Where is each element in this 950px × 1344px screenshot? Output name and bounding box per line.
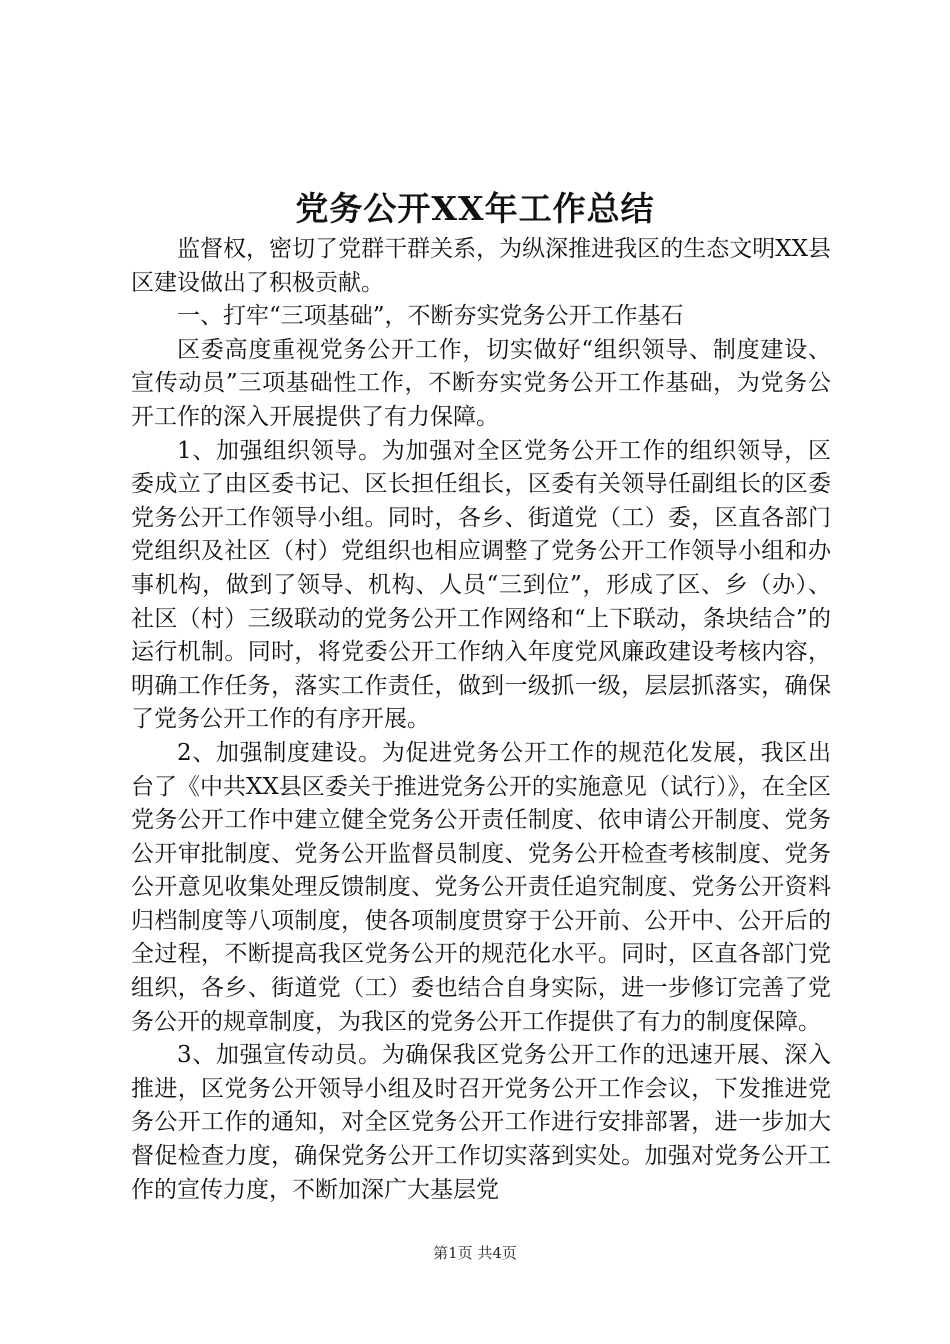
paragraph-5: 3、加强宣传动员。为确保我区党务公开工作的迅速开展、深入推进，区党务公开领导小组及时召开党务公开工作会议，下发推进党务公开工作的通知，对全区党务公开工作进行安排部署，进一步加大督促检查力度，确保党务公开工作切实落到实处。加强对党务公开工作的宣传力度，不断加深广大基层党 bbox=[131, 1042, 831, 1203]
page-number-footer: 第1页 共4页 bbox=[433, 1244, 517, 1262]
document-title: 党务公开XX年工作总结 bbox=[295, 189, 655, 228]
document-body bbox=[131, 233, 831, 1207]
section-heading-1: 一、打牢“三项基础”，不断夯实党务公开工作基石 bbox=[177, 303, 684, 330]
paragraph-3: 1、加强组织领导。为加强对全区党务公开工作的组织领导，区委成立了由区委书记、区长担任组长，区委有关领导任副组长的区委党务公开工作领导小组。同时，各乡、街道党（工）委，区直各部门党组织及社区（村）党组织也相应调整了党务公开工作领导小组和办事机构，做到了领导、机构、人员“三到位”，形成了区、乡（办）、社区（村）三级联动的党务公开工作网络和“上下联动，条块结合”的运行机制。同时，将党委公开工作纳入年度党风廉政建设考核内容，明确工作任务，落实工作责任，做到一级抓一级，层层抓落实，确保了党务公开工作的有序开展。 bbox=[131, 437, 831, 733]
paragraph-4: 2、加强制度建设。为促进党务公开工作的规范化发展，我区出台了《中共XX县区委关于推进党务公开的实施意见（试行）》，在全区党务公开工作中建立健全党务公开责任制度、依申请公开制度、党务公开审批制度、党务公开监督员制度、党务公开检查考核制度、党务公开意见收集处理反馈制度、党务公开责任追究制度、党务公开资料归档制度等八项制度，使各项制度贯穿于公开前、公开中、公开后的全过程，不断提高我区党务公开的规范化水平。同时，区直各部门党组织，各乡、街道党（工）委也结合自身实际，进一步修订完善了党务公开的规章制度，为我区的党务公开工作提供了有力的制度保障。 bbox=[131, 739, 831, 1035]
paragraph-2: 区委高度重视党务公开工作，切实做好“组织领导、制度建设、宣传动员”三项基础性工作，不断夯实党务公开工作基础，为党务公开工作的深入开展提供了有力保障。 bbox=[131, 336, 831, 430]
paragraph-1: 监督权，密切了党群干群关系，为纵深推进我区的生态文明XX县区建设做出了积极贡献。 bbox=[131, 236, 831, 296]
